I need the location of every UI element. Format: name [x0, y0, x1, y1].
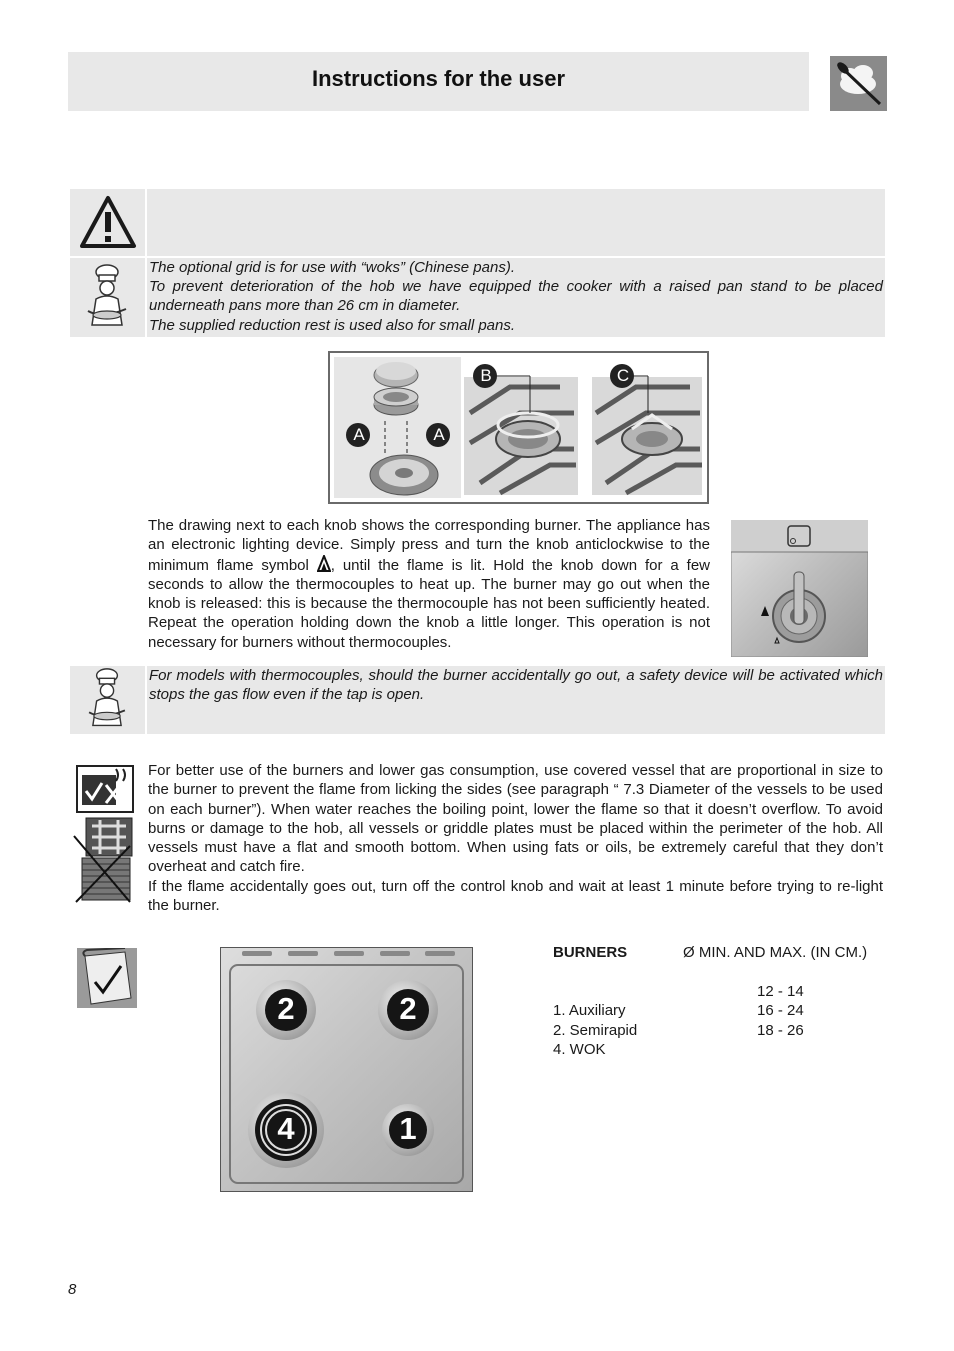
- vessels-paragraph-text: For better use of the burners and lower gas consumption, use covered vessel that are proportional in size to the burner to prevent the flame from licking the sides (see paragraph “ 7.3 Diameter of the vessels to be used on each burner”). When water reaches the boiling point, lower the flame so that it doesn’t overflow. To avoid burns or damage to the hob, all vessels or griddle plates must be placed within the perimeter of the hob. All vessels must have a flat and smooth bottom. When using fats or oils, be extremely careful that they don’t overheat and catch fire.: [148, 762, 883, 876]
- burners-table: [553, 943, 893, 1059]
- note-woks: [147, 258, 885, 337]
- vessels-paragraph: [148, 761, 883, 915]
- warning-icon-box: [70, 189, 145, 256]
- burner-range: 16 - 24: [757, 1002, 804, 1020]
- chef-logo-icon: [830, 56, 887, 111]
- knob-paragraph-part-2: , until the flame is lit. Hold the knob down for a few seconds to allow the thermocouples to heat up. The burner may go out when the knob is released: this is because the thermocouple has not been sufficiently heated. Repeat the operation holding down the knob a little longer. This operation is not necessary for burners without thermocouples.: [148, 556, 711, 651]
- knob-panel-image: [731, 520, 868, 657]
- hob-label-bottom-left: 4: [277, 1111, 295, 1146]
- figure-label-c: C: [616, 366, 630, 385]
- figure-label-a-left: A: [353, 425, 365, 444]
- figure-label-a-right: A: [433, 425, 445, 444]
- header-bar: [68, 52, 809, 111]
- burner-range: 18 - 26: [757, 1021, 804, 1039]
- burners-header-left: BURNERS: [553, 944, 628, 961]
- warning-text-box: [147, 189, 885, 256]
- chef-icon-box-2: [70, 666, 145, 734]
- hob-label-bottom-right: 1: [399, 1111, 417, 1146]
- knob-paragraph-part-1: The drawing next to each knob shows the corresponding burner. The appliance has an electronic lighting device. Simply press and turn the knob anticlockwise to the minimum flame symbol: [148, 517, 710, 574]
- note-woks-line-3: The supplied reduction rest is used also for small pans.: [149, 316, 516, 334]
- burner-range: 12 - 14: [757, 982, 804, 1000]
- note-woks-line-1: The optional grid is for use with “woks” (Chinese pans).: [149, 259, 515, 276]
- figure-label-b: B: [480, 366, 492, 385]
- flame-icon: [317, 555, 331, 573]
- note-woks-line-2: To prevent deterioration of the hob we have equipped the cooker with a raised pan stand to be placed underneath pans more than 26 cm in diameter.: [149, 278, 883, 315]
- notepad-icon: [77, 948, 137, 1008]
- chef-icon: [82, 263, 132, 333]
- burner-name: 4. WOK: [553, 1040, 606, 1058]
- hob-label-top-right: 2: [399, 991, 417, 1026]
- burners-table-row: [553, 1040, 893, 1059]
- hob-label-top-left: 2: [277, 991, 295, 1026]
- burner-name: 1. Auxiliary: [553, 1002, 626, 1020]
- pan-stand-figure: [328, 351, 709, 504]
- vessel-check-icon: [76, 765, 134, 813]
- note-thermocouple: [147, 666, 885, 734]
- knob-paragraph: [148, 516, 710, 652]
- burner-name: 2. Semirapid: [553, 1021, 638, 1039]
- warning-icon: [79, 195, 137, 249]
- burners-table-row: [553, 1021, 893, 1040]
- burners-table-header: [553, 943, 893, 962]
- vessels-paragraph-text-2: If the flame accidentally goes out, turn off the control knob and wait at least 1 minute before trying to re-light the burner.: [148, 877, 883, 915]
- note-thermocouple-text: For models with thermocouples, should the burner accidentally go out, a safety device will be activated which stops the gas flow even if the tap is open.: [149, 667, 883, 704]
- grid-cross-icon: [72, 816, 134, 904]
- burners-table-row: [553, 982, 893, 1001]
- burners-header-right: Ø MIN. AND MAX. (IN CM.): [683, 944, 868, 961]
- hob-top-view: [220, 947, 473, 1192]
- page-number: 8: [68, 1281, 77, 1298]
- burners-table-row: [553, 1001, 893, 1020]
- chef-icon-box: [70, 258, 145, 337]
- chef-icon: [82, 667, 132, 733]
- page-title: Instructions for the user: [311, 66, 566, 91]
